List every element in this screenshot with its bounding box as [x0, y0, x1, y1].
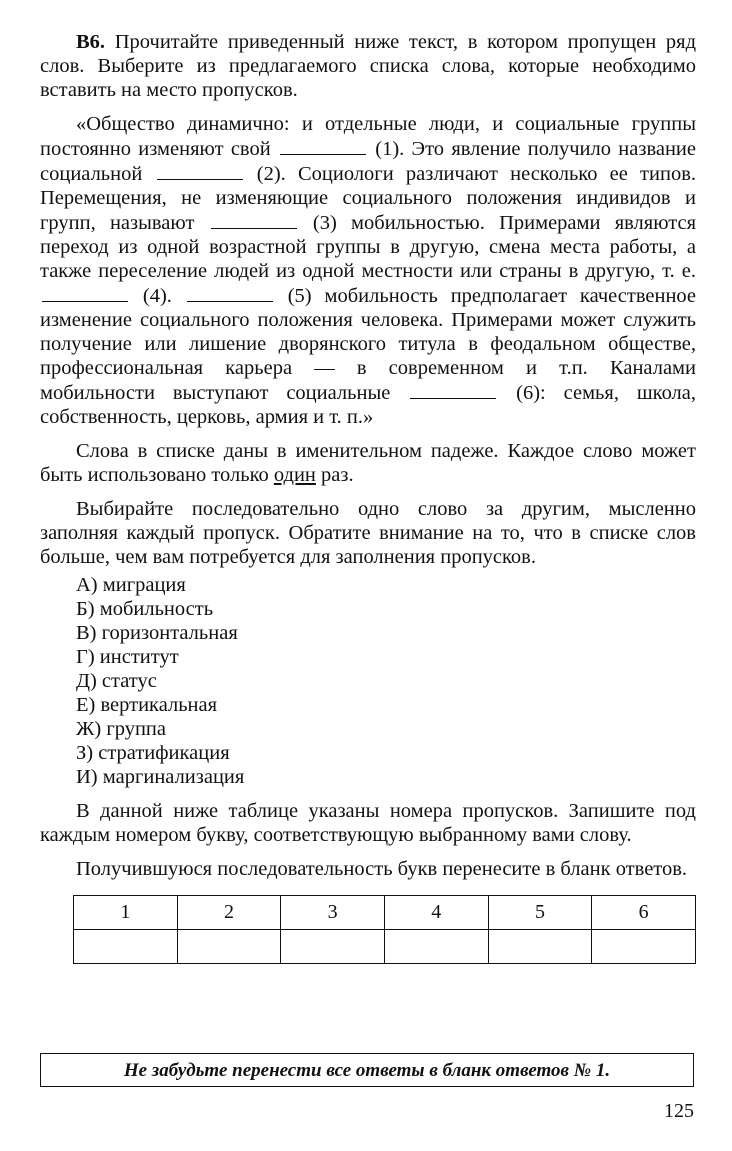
text-part: (6): семья, школа, собственность, церковь, армия и т. п.» — [40, 382, 697, 428]
page-number: 125 — [664, 1100, 694, 1122]
page-content — [40, 30, 696, 964]
text-part: «Общество динамично: и отдельные люди, и социальные группы постоянно изменяют свой — [40, 113, 696, 160]
answer-header-cell: 4 — [384, 896, 488, 930]
option-item: В) горизонтальная — [76, 622, 238, 644]
blank-6 — [410, 380, 496, 399]
answer-cell[interactable] — [592, 930, 696, 964]
answer-cell[interactable] — [488, 930, 592, 964]
answer-table-input-row — [74, 930, 696, 964]
note-case — [40, 439, 696, 487]
option-item: Ж) группа — [76, 718, 166, 740]
option-item: Д) статус — [76, 670, 157, 692]
answer-header-cell: 2 — [177, 896, 281, 930]
task-intro — [40, 30, 696, 102]
blank-5 — [187, 283, 273, 302]
word-options-list — [76, 573, 696, 789]
note-table: В данной ниже таблице указаны номера пропусков. Запишите под каждым номером букву, соответствующую выбранному вами слову. — [40, 800, 696, 846]
option-item: И) маргинализация — [76, 766, 245, 788]
answer-cell[interactable] — [74, 930, 178, 964]
answer-header-cell: 6 — [592, 896, 696, 930]
option-item: Б) мобильность — [76, 598, 214, 620]
task-intro-text: Прочитайте приведенный ниже текст, в котором пропущен ряд слов. Выберите из предлагаемого списка слова, которые необходимо вставить на место пропусков. — [40, 31, 697, 101]
text-part: (5) мобильность предполагает качественное изменение социального положения человека. Примерами может служить получение или лишение дворянского титула в феодальном обществе, профессиональная карьера — в современном и т.п. Каналами мобильности выступают социальные — [40, 285, 697, 404]
underlined-word: один — [273, 464, 316, 486]
option-item: З) стратификация — [76, 742, 230, 764]
text-part: (3) мобильностью. Примерами являются переход из одной возрастной группы в другую, смена места работы, а также переселение людей из одной местности или страны в другую, т. е. — [40, 212, 696, 282]
answer-cell[interactable] — [177, 930, 281, 964]
option-item: Г) институт — [76, 646, 179, 668]
text-part: (1). Это явление получило название социальной — [40, 138, 696, 185]
blank-1 — [280, 136, 366, 155]
blank-4 — [42, 283, 128, 302]
option-item: Е) вертикальная — [76, 694, 218, 716]
text-part: (2). Социологи различают несколько ее типов. Перемещения, не изменяющие социального положения индивидов и групп, называют — [40, 163, 697, 234]
note-text: раз. — [321, 464, 354, 486]
option-item: А) миграция — [76, 574, 186, 596]
answer-cell[interactable] — [384, 930, 488, 964]
task-label: В6. — [76, 31, 106, 53]
answer-table-header-row — [74, 896, 696, 930]
note-sequence: Выбирайте последовательно одно слово за другим, мысленно заполняя каждый пропуск. Обратите внимание на то, что в списке слов больше, чем вам потребуется для заполнения пропусков. — [40, 498, 696, 568]
blank-2 — [157, 161, 243, 180]
blank-3 — [211, 210, 297, 229]
answer-header-cell: 3 — [281, 896, 385, 930]
answer-cell[interactable] — [281, 930, 385, 964]
task-text — [40, 112, 696, 429]
note-transfer: Получившуюся последовательность букв перенесите в бланк ответов. — [76, 858, 688, 880]
text-part: (4). — [142, 285, 172, 307]
reminder-box: Не забудьте перенести все ответы в бланк ответов № 1. — [40, 1053, 694, 1087]
answer-header-cell: 5 — [488, 896, 592, 930]
note-text: Слова в списке даны в именительном падеже. Каждое слово может быть использовано только — [40, 440, 696, 486]
answer-table — [73, 895, 696, 964]
answer-header-cell: 1 — [74, 896, 178, 930]
